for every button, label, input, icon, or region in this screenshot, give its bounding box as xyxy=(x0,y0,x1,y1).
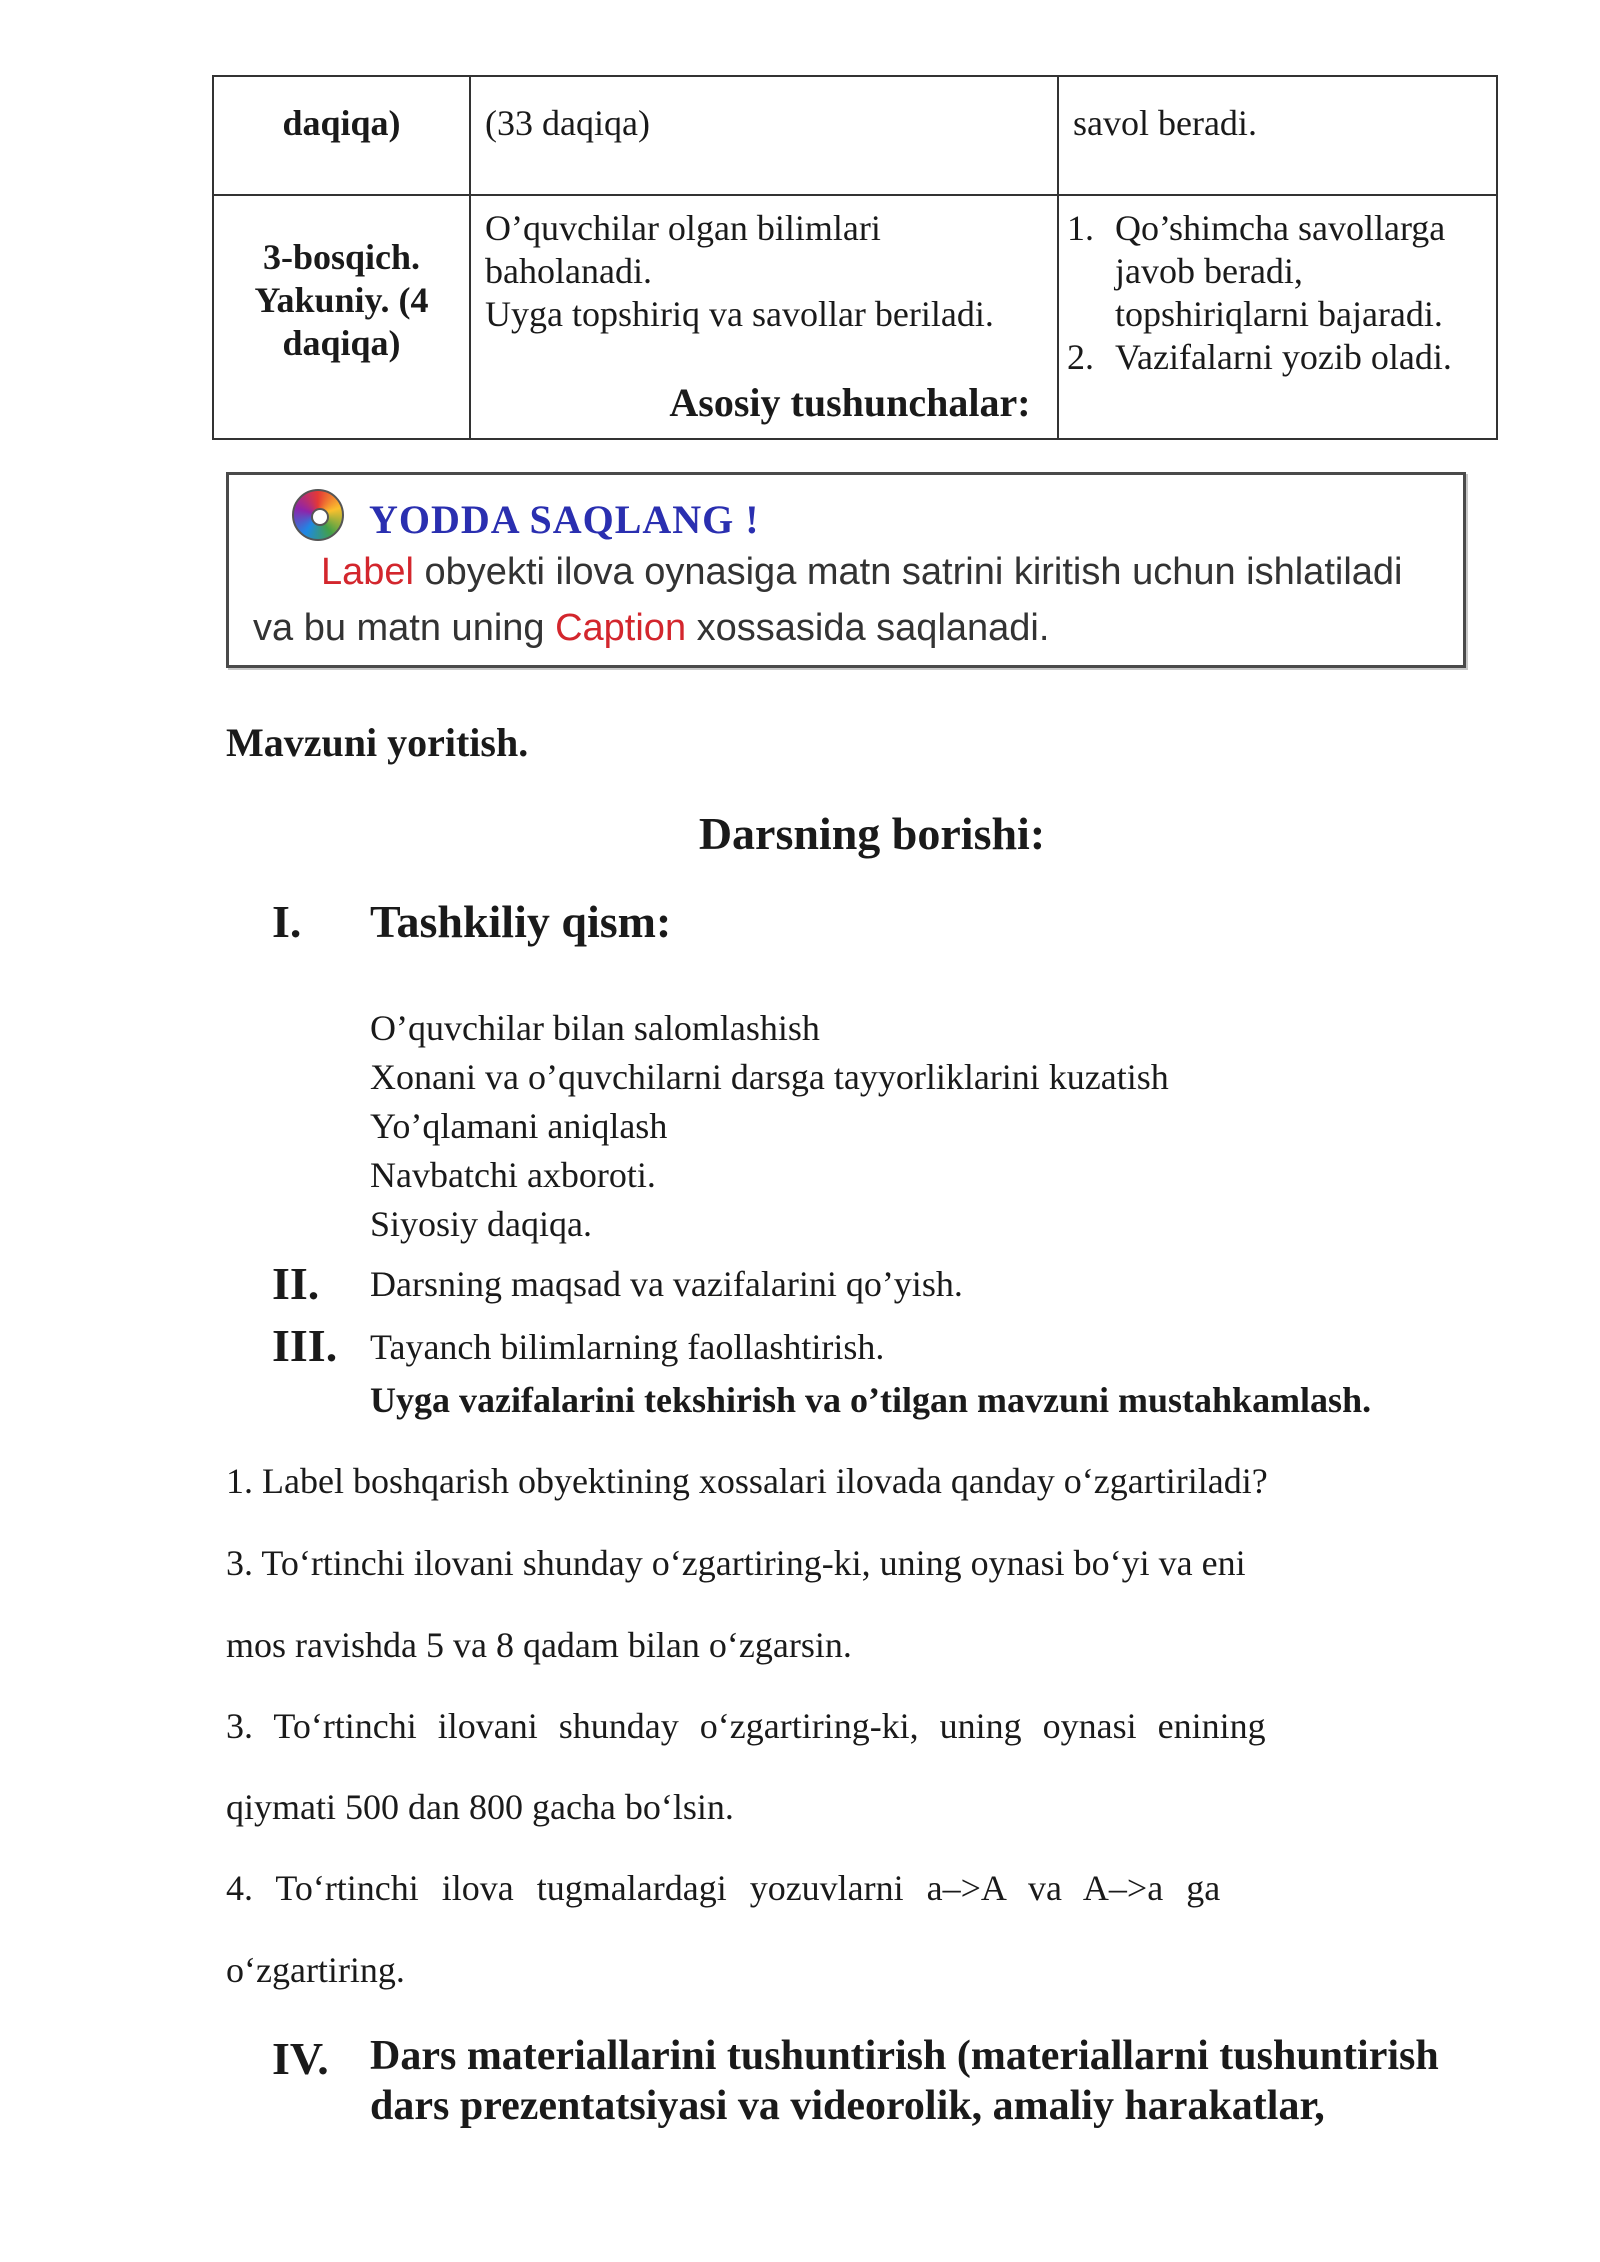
list-item xyxy=(1067,207,1488,336)
section-title: Tashkiliy qism: xyxy=(370,896,672,947)
table-row xyxy=(213,76,1497,195)
section-text: Tayanch bilimlarning faollashtirish. xyxy=(370,1327,885,1367)
section-title xyxy=(370,2031,1439,2131)
question-line: 4. To‘rtinchi ilova tugmalardagi yozuvlarni a–>A va A–>a ga xyxy=(226,1868,1221,1908)
student-task-list xyxy=(1067,207,1488,379)
reminder-title: YODDA SAQLANG ! xyxy=(369,497,760,542)
teacher-text: baholanadi. xyxy=(485,251,652,291)
section-number: IV. xyxy=(272,2033,329,2084)
student-text: javob beradi, xyxy=(1115,251,1303,291)
question-line: mos ravishda 5 va 8 qadam bilan o‘zgarsin. xyxy=(226,1625,852,1665)
student-cell xyxy=(1058,76,1497,195)
stage-cell xyxy=(213,76,470,195)
reminder-text-part: xossasida saqlanadi. xyxy=(686,607,1050,649)
highlight-term: Caption xyxy=(555,607,687,649)
section-title-line: Dars materiallarini tushuntirish (materiallarni tushuntirish xyxy=(370,2033,1439,2079)
reminder-text-part: obyekti ilova oynasiga matn satrini kiritish uchun ishlatiladi xyxy=(413,551,1403,593)
list-item xyxy=(1067,336,1488,379)
stage-label: daqiqa) xyxy=(282,103,401,143)
teacher-text: O’quvchilar olgan bilimlari xyxy=(485,208,881,248)
lesson-heading: Darsning borishi: xyxy=(698,808,1046,859)
highlight-term: Label xyxy=(321,551,414,593)
question-line: qiymati 500 dan 800 gacha bo‘lsin. xyxy=(226,1787,734,1827)
reminder-text-part: va bu matn uning xyxy=(253,607,556,649)
section-number: I. xyxy=(272,896,302,947)
reminder-text xyxy=(253,604,1049,652)
list-item: Xonani va o’quvchilarni darsga tayyorliklarini kuzatish xyxy=(370,1057,1169,1097)
question-line: 3. To‘rtinchi ilovani shunday o‘zgartiring-ki, uning oynasi enining xyxy=(226,1706,1266,1746)
question-line: o‘zgartiring. xyxy=(226,1950,405,1990)
topic-heading: Mavzuni yoritish. xyxy=(226,720,529,765)
question-line: 1. Label boshqarish obyektining xossalari ilovada qanday o‘zgartiriladi? xyxy=(226,1461,1268,1501)
section-number: III. xyxy=(272,1320,338,1371)
student-text: savol beradi. xyxy=(1073,103,1257,143)
student-text: Qo’shimcha savollarga xyxy=(1115,208,1446,248)
cd-icon xyxy=(292,489,344,541)
student-text: topshiriqlarni bajaradi. xyxy=(1115,294,1443,334)
teacher-text: Uyga topshiriq va savollar beriladi. xyxy=(485,294,994,334)
section-heading: Asosiy tushunchalar: xyxy=(669,380,1031,425)
list-number: 1. xyxy=(1067,208,1094,248)
section-title-line: dars prezentatsiyasi va videorolik, amaliy harakatlar, xyxy=(370,2083,1325,2129)
list-item: Siyosiy daqiqa. xyxy=(370,1204,592,1244)
list-item: Navbatchi axboroti. xyxy=(370,1155,656,1195)
organizational-list xyxy=(370,1004,1169,1249)
list-item: Yo’qlamani aniqlash xyxy=(370,1106,668,1146)
teacher-text: (33 daqiqa) xyxy=(485,103,650,143)
section-text: Darsning maqsad va vazifalarini qo’yish. xyxy=(370,1264,963,1304)
section-number: II. xyxy=(272,1258,320,1309)
question-line: 3. To‘rtinchi ilovani shunday o‘zgartiring-ki, uning oynasi bo‘yi va eni xyxy=(226,1543,1246,1583)
list-item: O’quvchilar bilan salomlashish xyxy=(370,1008,820,1048)
teacher-cell xyxy=(470,76,1058,195)
reminder-box xyxy=(226,472,1466,668)
stage-label: 3-bosqich. Yakuniy. (4 daqiqa) xyxy=(254,237,429,363)
section-subtitle: Uyga vazifalarini tekshirish va o’tilgan mavzuni mustahkamlash. xyxy=(370,1380,1372,1420)
student-text: Vazifalarni yozib oladi. xyxy=(1115,337,1452,377)
list-number: 2. xyxy=(1067,337,1094,377)
reminder-text xyxy=(321,548,1402,596)
